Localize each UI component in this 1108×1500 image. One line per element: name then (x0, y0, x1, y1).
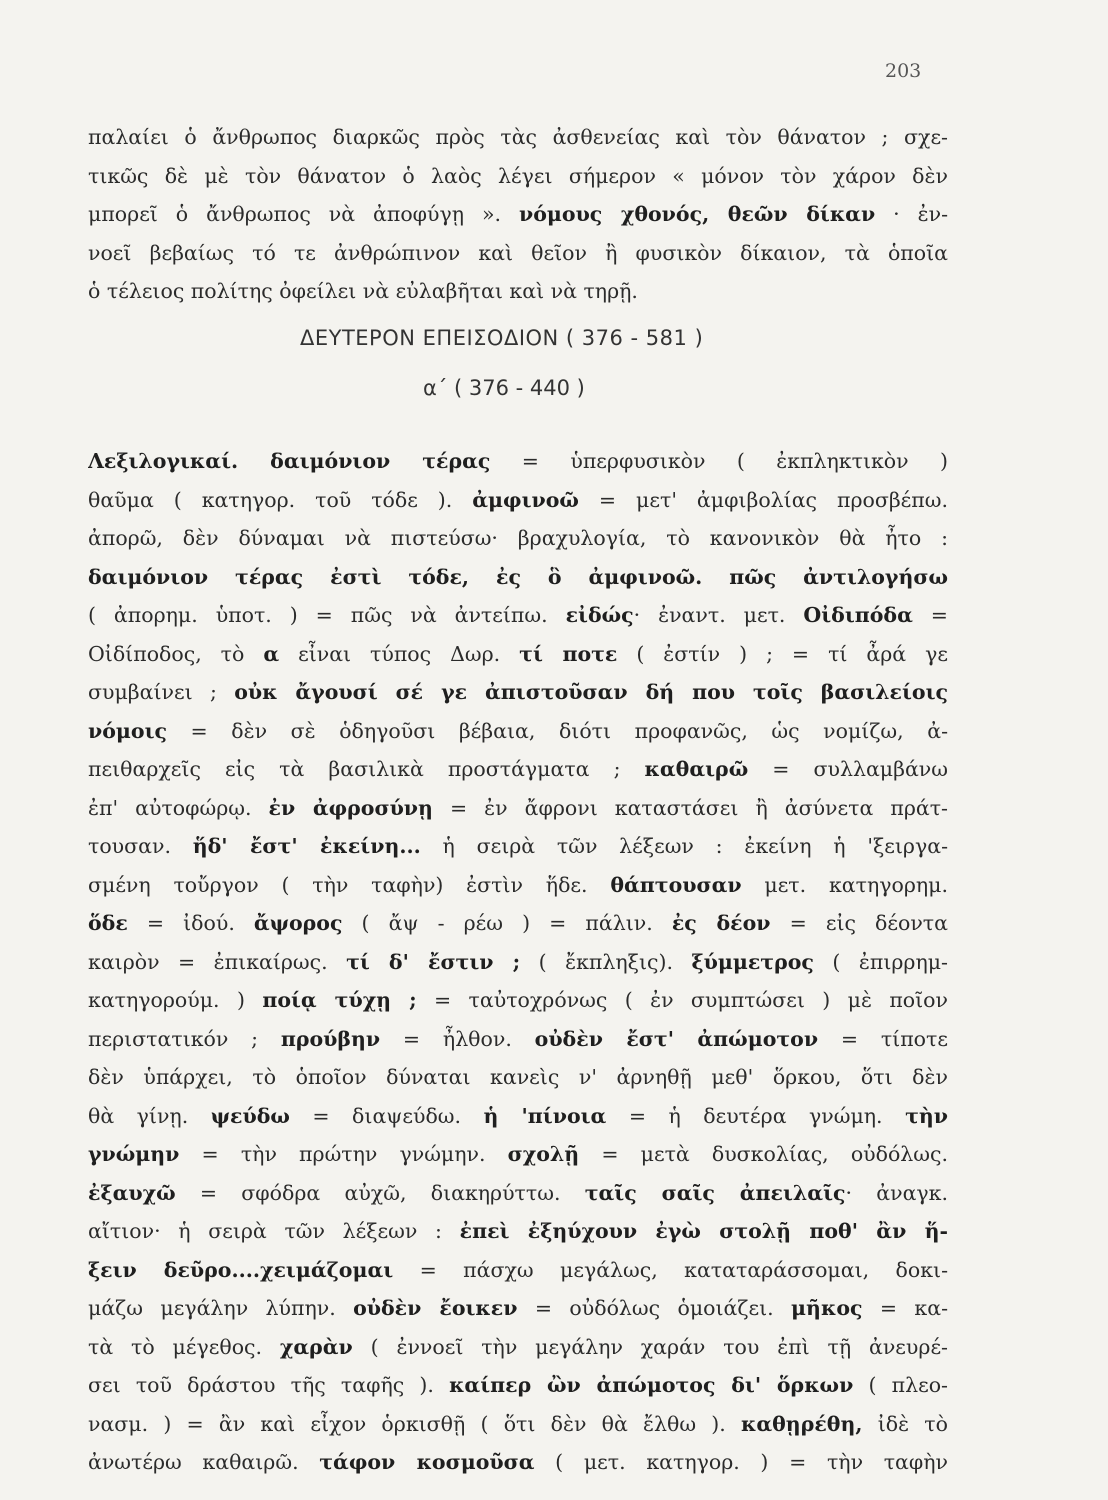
text-span: = ὑπερφυσικὸν ( ἐκπληκτικὸν ) (490, 449, 948, 473)
bold-term: α (263, 641, 280, 666)
text-span: ἡ σειρὰ τῶν λέξεων : ἐκείνη ἡ 'ξειργα- (420, 834, 948, 858)
text-span: ( ἔκπληξις). (520, 949, 692, 974)
text-span: = διαψεύδω. (289, 1103, 484, 1128)
bold-term: ἐς δέον (671, 911, 771, 935)
bold-term: τάφον κοσμοῦσα (319, 1450, 535, 1474)
text-line (88, 1097, 948, 1136)
bold-term: ψεύδω (210, 1103, 290, 1128)
text-span: θὰ γίνῃ. (88, 1103, 211, 1128)
lexical-notes (88, 442, 948, 1482)
text-line (88, 596, 948, 635)
text-span: ( πλεο- (853, 1373, 948, 1397)
bold-term: νόμοις (88, 718, 167, 743)
bold-term: τί ποτε (519, 641, 618, 666)
text-span: = κα- (862, 1296, 948, 1320)
text-span: = ταὐτοχρόνως ( ἐν συμπτώσει ) μὲ ποῖον (416, 988, 948, 1012)
bold-term: Λεξιλογικαί. δαιμόνιον τέρας (88, 449, 491, 473)
bold-term: ὅδε (88, 911, 128, 935)
text-line (88, 981, 948, 1020)
text-span: ἐπ' αὐτοφώρῳ. (88, 795, 269, 820)
bold-term: ἐξαυχῶ (88, 1180, 176, 1205)
text-span: = ἰδού. (127, 911, 254, 935)
text-line (88, 673, 948, 712)
text-line (88, 789, 948, 828)
subsection-title: α΄ ( 376 - 440 ) (423, 376, 585, 400)
intro-paragraph (88, 118, 948, 311)
text-span: = μετ' ἀμφιβολίας προσβέπω. (578, 487, 948, 512)
text-span: συμβαίνει ; (88, 680, 235, 704)
bold-term: ταῖς σαῖς ἀπειλαῖς (584, 1180, 846, 1205)
text-span: · ἀναγκ. (845, 1180, 948, 1205)
text-span: ἰδὲ τὸ (862, 1411, 948, 1436)
text-line (88, 1135, 948, 1174)
text-span: σμένη τοὔργον ( τὴν ταφὴν) ἐστὶν ἥδε. (88, 872, 611, 897)
text-span: = τὴν πρώτην γνώμην. (179, 1142, 508, 1166)
text-span: ἀνωτέρω καθαιρῶ. (88, 1450, 320, 1474)
bold-term: ξύμμετρος (691, 949, 814, 974)
bold-term: μῆκος (791, 1296, 863, 1320)
text-span: = τίποτε (818, 1026, 948, 1051)
bold-term: γνώμην (88, 1142, 180, 1166)
bold-term: καθαιρῶ (644, 757, 749, 781)
bold-term: νόμους χθονός, θεῶν δίκαν (519, 202, 876, 226)
bold-term: καθῃρέθη, (740, 1411, 863, 1436)
text-span: μετ. κατηγορημ. (741, 872, 948, 897)
bold-term: ξειν δεῦρο....χειμάζομαι (88, 1257, 394, 1282)
text-line (88, 1020, 948, 1059)
bold-term: προύβην (280, 1026, 381, 1051)
bold-term: δαιμόνιον τέρας ἐστὶ τόδε, ἐς ὃ ἀμφινοῶ. πῶς ἀντιλογήσω (88, 564, 948, 589)
text-span: = μετὰ δυσκολίας, οὐδόλως. (579, 1142, 948, 1166)
text-line: νοεῖ βεβαίως τό τε ἀνθρώπινον καὶ θεῖον ἢ φυσικὸν δίκαιον, τὰ ὁποῖα (88, 240, 948, 265)
bold-term: τὴν (905, 1103, 948, 1128)
bold-term: θάπτουσαν (610, 872, 742, 897)
bold-term: ἥδ' ἔστ' ἐκείνη... (192, 834, 421, 858)
text-span: = πάσχω μεγάλως, καταταράσσομαι, δοκι- (393, 1257, 948, 1282)
bold-term: εἰδώς (565, 603, 634, 627)
text-span: εἶναι τύπος Δωρ. (279, 641, 520, 666)
text-span: ἀπορῶ, δὲν δύναμαι νὰ πιστεύσω· βραχυλογία, τὸ κανονικὸν θὰ ἦτο : (88, 526, 948, 550)
text-line (88, 1289, 948, 1328)
bold-term: τί δ' ἔστιν ; (346, 949, 521, 974)
text-line (88, 943, 948, 982)
text-span: περιστατικόν ; (88, 1026, 281, 1051)
text-span: πειθαρχεῖς εἰς τὰ βασιλικὰ προστάγματα ; (88, 757, 645, 781)
text-span: ( ἐπιρρημ- (813, 949, 948, 974)
text-span: = ἐν ἄφρονι καταστάσει ἢ ἀσύνετα πράτ- (432, 795, 948, 820)
text-span: ( ἀπορημ. ὑποτ. ) = πῶς νὰ ἀντείπω. (88, 603, 566, 627)
text-span: τὰ τὸ μέγεθος. (88, 1334, 280, 1359)
text-line: τικῶς δὲ μὲ τὸν θάνατον ὁ λαὸς λέγει σήμερον « μόνον τὸν χάρον δὲν (88, 163, 948, 188)
text-line (88, 481, 948, 520)
text-line (88, 750, 948, 789)
text-span: Οἰδίποδος, τὸ (88, 641, 264, 666)
text-span: = συλλαμβάνω (748, 757, 948, 781)
bold-term: Οἰδιπόδα (803, 603, 913, 627)
text-span: μάζω μεγάλην λύπην. (88, 1296, 354, 1320)
text-line (88, 1443, 948, 1482)
text-line: παλαίει ὁ ἄνθρωπος διαρκῶς πρὸς τὰς ἀσθενείας καὶ τὸν θάνατον ; σχε- (88, 125, 948, 149)
text-line (88, 1212, 948, 1251)
text-line (88, 519, 948, 558)
text-span: = δὲν σὲ ὁδηγοῦσι βέβαια, διότι προφανῶς, ὡς νομίζω, ἀ- (166, 718, 948, 743)
text-span: = ἡ δευτέρα γνώμη. (606, 1103, 906, 1128)
bold-term: οὐκ ἄγουσί σέ γε ἀπιστοῦσαν δή που τοῖς βασιλείοις (234, 680, 948, 704)
text-line (88, 635, 948, 674)
text-span: ( ἐννοεῖ τὴν μεγάλην χαράν του ἐπὶ τῇ ἀνευρέ- (352, 1334, 948, 1359)
text-span: = οὐδόλως ὁμοιάζει. (517, 1296, 792, 1320)
text-line (88, 1366, 948, 1405)
text-line (88, 1328, 948, 1367)
text-line (88, 712, 948, 751)
text-line (88, 1058, 948, 1097)
text-span: τουσαν. (88, 834, 193, 858)
text-span: καιρὸν = ἐπικαίρως. (88, 949, 347, 974)
bold-term: ἐπεὶ ἐξηύχουν ἐγὼ στολῇ ποθ' ἂν ἥ- (459, 1219, 948, 1243)
bold-term: ἡ 'πίνοια (483, 1103, 607, 1128)
text-span: δὲν ὑπάρχει, τὸ ὁποῖον δύναται κανεὶς ν' ἀρνηθῇ μεθ' ὅρκου, ὅτι δὲν (88, 1065, 948, 1089)
bold-term: οὐδὲν ἔοικεν (353, 1296, 518, 1320)
bold-term: σχολῇ (507, 1142, 580, 1166)
text-line: ὁ τέλειος πολίτης ὀφείλει νὰ εὐλαβῆται καὶ νὰ τηρῇ. (88, 279, 638, 303)
text-span: · ἐν- (875, 202, 948, 226)
bold-term: ποίᾳ τύχῃ ; (262, 988, 417, 1012)
text-line (88, 1405, 948, 1444)
text-span: = ἦλθον. (380, 1026, 535, 1051)
text-span: ( ἐστίν ) ; = τί ἆρά γε (617, 641, 948, 666)
text-span: μπορεῖ ὁ ἄνθρωπος νὰ ἀποφύγῃ ». (88, 202, 519, 226)
text-line (88, 195, 948, 234)
text-line (88, 904, 948, 943)
text-span: θαῦμα ( κατηγορ. τοῦ τόδε ). (88, 487, 473, 512)
text-line (88, 1251, 948, 1290)
bold-term: ἄψορος (253, 911, 343, 935)
text-span: αἴτιον· ἡ σειρὰ τῶν λέξεων : (88, 1219, 460, 1243)
bold-term: οὐδὲν ἔστ' ἀπώμοτον (534, 1026, 819, 1051)
bold-term: καίπερ ὢν ἀπώμοτος δι' ὅρκων (449, 1373, 854, 1397)
text-span: = σφόδρα αὐχῶ, διακηρύττω. (175, 1180, 585, 1205)
page-number: 203 (885, 60, 922, 82)
text-span: · ἐναντ. μετ. (633, 603, 804, 627)
text-span: ( μετ. κατηγορ. ) = τὴν ταφὴν (534, 1450, 948, 1474)
text-line (88, 558, 948, 597)
text-line (88, 866, 948, 905)
text-line (88, 827, 948, 866)
text-line (88, 442, 948, 481)
text-span: νασμ. ) = ἂν καὶ εἶχον ὁρκισθῇ ( ὅτι δὲν θὰ ἔλθω ). (88, 1411, 741, 1436)
text-line (88, 1174, 948, 1213)
bold-term: ἀμφινοῶ (472, 487, 579, 512)
bold-term: ἐν ἀφροσύνῃ (268, 795, 433, 820)
text-span: σει τοῦ δράστου τῆς ταφῆς ). (88, 1373, 450, 1397)
text-span: ( ἄψ - ρέω ) = πάλιν. (342, 911, 672, 935)
bold-term: χαρὰν (279, 1334, 353, 1359)
text-span: κατηγορούμ. ) (88, 988, 263, 1012)
section-title: ΔΕΥΤΕΡΟΝ ΕΠΕΙΣΟΔΙΟΝ ( 376 - 581 ) (300, 326, 704, 350)
text-span: = εἰς δέοντα (770, 911, 948, 935)
text-span: = (912, 603, 948, 627)
